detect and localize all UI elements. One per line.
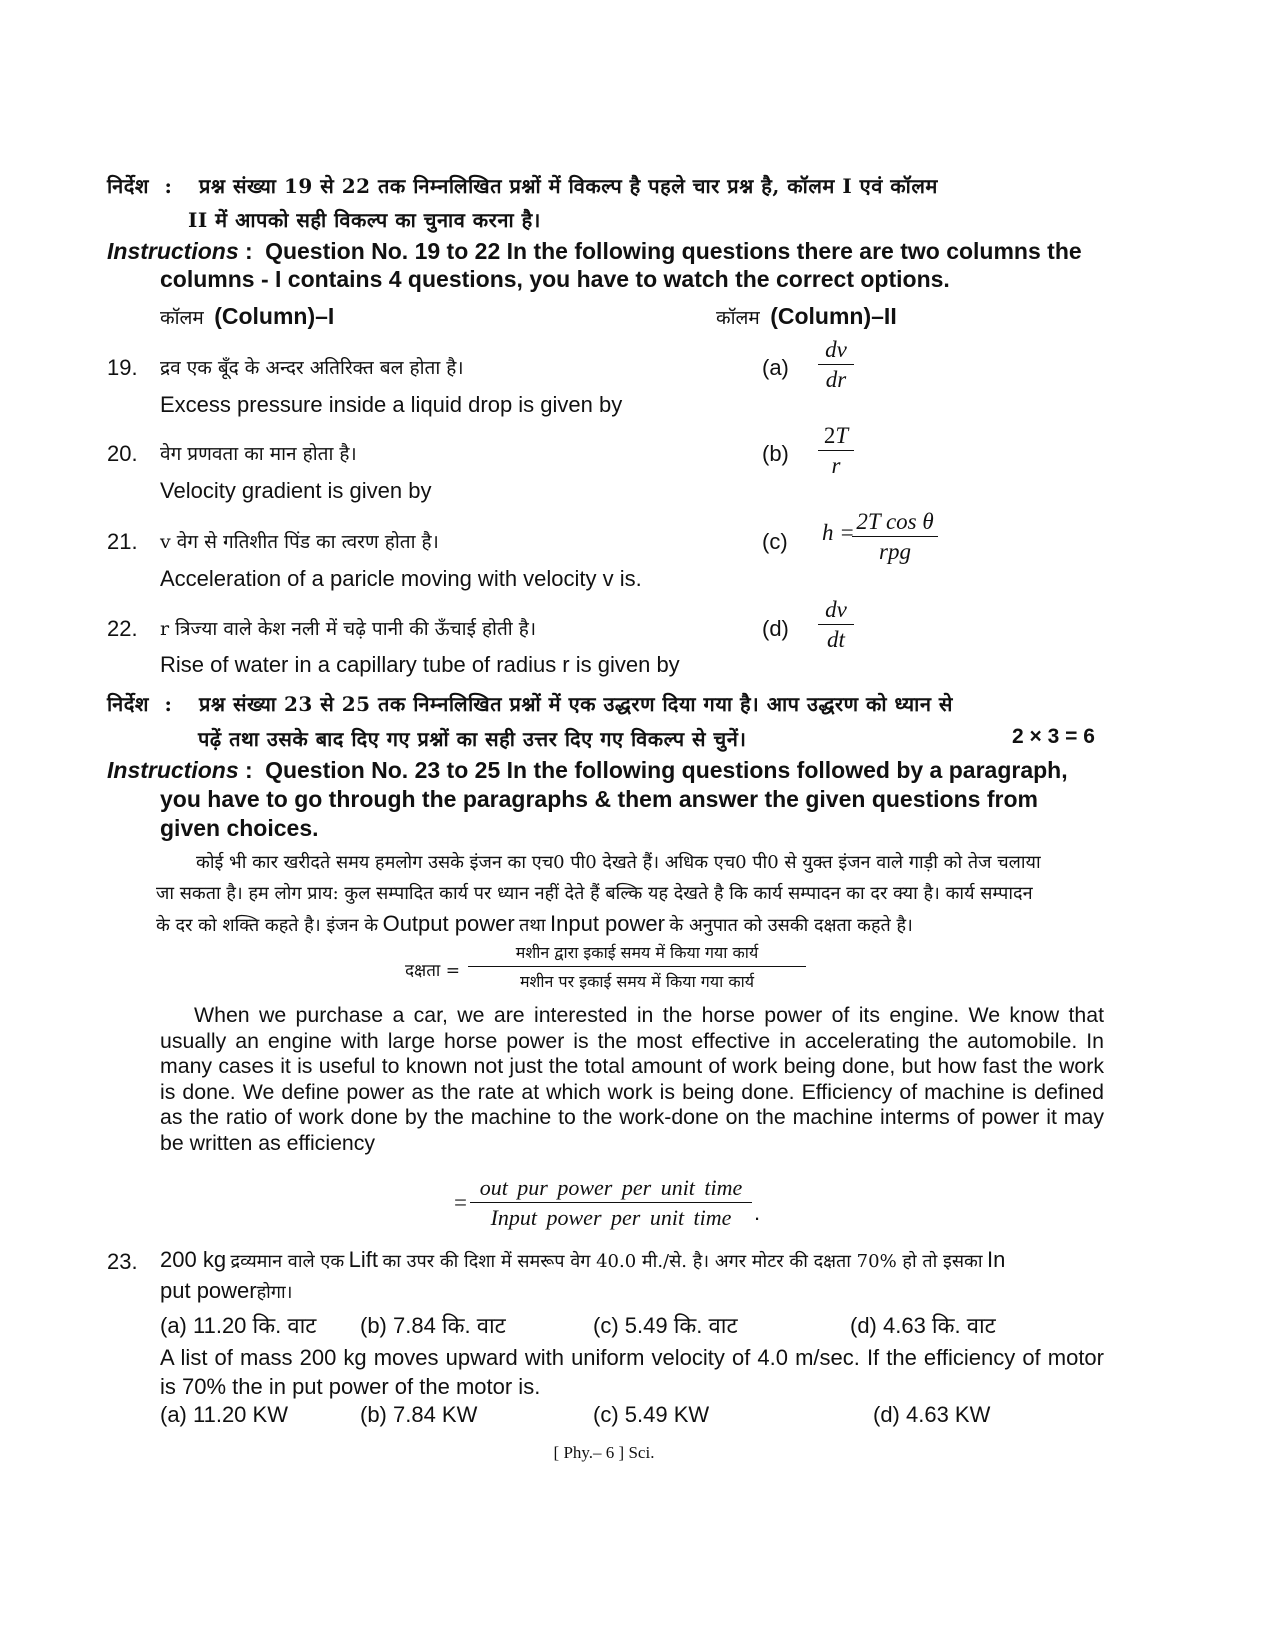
q23-hindi-line-2: put powerहोगा। — [160, 1278, 293, 1303]
q23-hindi-line-1: 200 kg द्रव्यमान वाले एक Lift का उपर की दिशा में समरूप वेग 40.0 मी./से. है। अगर मोटर की दक्षता 70% हो तो इसका In — [160, 1247, 1006, 1272]
para-hi-line-1: कोई भी कार खरीदते समय हमलोग उसके इंजन का एच0 पी0 देखते हैं। अधिक एच0 पी0 से युक्त इंजन वाले गाड़ी को तेज चलाया — [196, 852, 1041, 873]
page-footer: [ Phy.– 6 ] Sci. — [553, 1443, 655, 1462]
q20-hindi: वेग प्रणवता का मान होता है। — [160, 443, 357, 465]
option-a-numerator: dv — [825, 337, 847, 362]
option-c-denominator: rpg — [879, 539, 911, 564]
instructions-2-label: Instructions — [107, 757, 239, 783]
q22-hindi: r त्रिज्या वाले केश नली में चढ़े पानी की ऊँचाई होती है। — [160, 618, 537, 640]
efficiency-label: दक्षता = — [405, 961, 460, 981]
q23-option-c-en[interactable]: (c) 5.49 KW — [593, 1402, 710, 1427]
q20-english: Velocity gradient is given by — [160, 478, 432, 503]
instructions-2-line-3: given choices. — [160, 815, 319, 841]
directions-colon: : — [164, 174, 173, 198]
efficiency-denominator: मशीन पर इकाई समय में किया गया कार्य — [519, 972, 755, 991]
eq-suffix: . — [754, 1200, 761, 1225]
q23-option-b-en[interactable]: (b) 7.84 KW — [360, 1402, 478, 1427]
option-c-prefix: h = — [822, 520, 855, 545]
column-1-hi: कॉलम — [160, 307, 204, 329]
eq-numerator: out pur power per unit time — [479, 1175, 743, 1200]
q22-english: Rise of water in a capillary tube of radius r is given by — [160, 652, 680, 677]
option-d-numerator: dv — [825, 597, 847, 622]
option-c-numerator: 2T cos θ — [856, 509, 934, 534]
option-a-fraction — [818, 336, 854, 395]
directions-2-line-1: प्रश्न संख्या 23 से 25 तक निम्नलिखित प्रश्नों में एक उद्धरण दिया गया है। आप उद्धरण को ध्यान से — [199, 692, 953, 716]
column-2-hi: कॉलम — [716, 307, 760, 329]
instructions-2 — [107, 757, 1068, 784]
q23-option-a-hi[interactable]: (a) 11.20 कि. वाट — [160, 1313, 317, 1338]
instructions-2-line-2: you have to go through the paragraphs & them answer the given questions from — [160, 786, 1038, 812]
instructions-line-1: Question No. 19 to 22 In the following questions there are two columns the — [265, 238, 1082, 264]
option-b-fraction: 2T r — [818, 422, 854, 481]
instructions-label: Instructions — [107, 238, 239, 264]
column-2-header — [716, 303, 897, 330]
column-2-en: (Column)–II — [770, 303, 897, 329]
directions-line-2: II में आपको सही विकल्प का चुनाव करना है। — [188, 208, 541, 232]
instructions-2-line-1: Question No. 23 to 25 In the following questions followed by a paragraph, — [265, 757, 1068, 783]
q23-option-d-en[interactable]: (d) 4.63 KW — [873, 1402, 991, 1427]
para-en: When we purchase a car, we are interested in the horse power of its engine. We know that usually an engine with large horse power is the most effective in accelerating the automobile. In many cases it is useful to known not just the total amount of work being done, but how fast the work is done. We define power as the rate at which work is being done. Efficiency of machine is defined as the ratio of work done by the machine to the work-done on the machine interms of power it may be written as efficiency — [160, 1003, 1104, 1155]
directions-2-label: निर्देश — [107, 692, 149, 716]
q21-number: 21. — [107, 529, 138, 554]
instructions-1 — [107, 238, 1082, 265]
option-a-label: (a) — [762, 355, 789, 380]
eq-fraction — [470, 1174, 752, 1233]
q20-number: 20. — [107, 441, 138, 466]
q19-number: 19. — [107, 355, 138, 380]
option-d-denominator: dt — [827, 627, 845, 652]
q23-english: A list of mass 200 kg moves upward with uniform velocity of 4.0 m/sec. If the efficiency of motor is 70% the in put power of the motor is. — [160, 1345, 1104, 1399]
directions-2-colon: : — [164, 692, 173, 716]
efficiency-numerator: मशीन द्वारा इकाई समय में किया गया कार्य — [515, 943, 759, 962]
column-1-en: (Column)–I — [214, 303, 335, 329]
q23-option-d-hi[interactable]: (d) 4.63 कि. वाट — [850, 1313, 996, 1338]
efficiency-fraction — [468, 940, 806, 997]
para-hi-line-3: के दर को शक्ति कहते है। इंजन के Output power तथा Input power के अनुपात को उसकी दक्षता कहते है। — [156, 911, 913, 936]
q21-english: Acceleration of a paricle moving with velocity v is. — [160, 566, 642, 591]
option-d-label: (d) — [762, 616, 789, 641]
option-d-fraction — [818, 596, 854, 655]
directions-label: निर्देश — [107, 174, 149, 198]
instructions-colon: : — [245, 238, 253, 264]
instructions-2-colon: : — [245, 757, 253, 783]
eq-denominator: Input power per unit time — [490, 1205, 732, 1230]
directions-2-line-2: पढ़ें तथा उसके बाद दिए गए प्रश्नों का सही उत्तर दिए गए विकल्प से चुनें। — [198, 727, 747, 751]
q19-english: Excess pressure inside a liquid drop is given by — [160, 392, 623, 417]
q23-number: 23. — [107, 1249, 138, 1274]
option-c-label: (c) — [762, 529, 788, 554]
q21-hindi: v वेग से गतिशीत पिंड का त्वरण होता है। — [160, 531, 439, 553]
directions-line-1: प्रश्न संख्या 19 से 22 तक निम्नलिखित प्रश्नों में विकल्प है पहले चार प्रश्न है, कॉलम I एवं कॉलम — [199, 174, 938, 198]
option-b-label: (b) — [762, 441, 789, 466]
eq-prefix: = — [454, 1190, 467, 1215]
directions-1 — [107, 172, 1107, 199]
marks: 2 × 3 = 6 — [1012, 725, 1095, 748]
q22-number: 22. — [107, 616, 138, 641]
para-hi-line-2: जा सकता है। हम लोग प्राय: कुल सम्पादित कार्य पर ध्यान नहीं देते हैं बल्कि यह देखते है कि कार्य सम्पादन का दर क्या है। कार्य सम्पादन — [156, 883, 1033, 904]
directions-2 — [107, 690, 1107, 717]
q19-hindi: द्रव एक बूँद के अन्दर अतिरिक्त बल होता है। — [160, 357, 464, 379]
option-a-denominator: dr — [825, 367, 847, 392]
q23-option-a-en[interactable]: (a) 11.20 KW — [160, 1402, 288, 1427]
option-b-denominator: r — [831, 453, 841, 478]
column-1-header — [160, 303, 334, 330]
instructions-line-2: columns - I contains 4 questions, you have to watch the correct options. — [160, 266, 950, 292]
option-c-fraction — [852, 508, 938, 567]
q23-option-b-hi[interactable]: (b) 7.84 कि. वाट — [360, 1313, 506, 1338]
q23-option-c-hi[interactable]: (c) 5.49 कि. वाट — [593, 1313, 738, 1338]
